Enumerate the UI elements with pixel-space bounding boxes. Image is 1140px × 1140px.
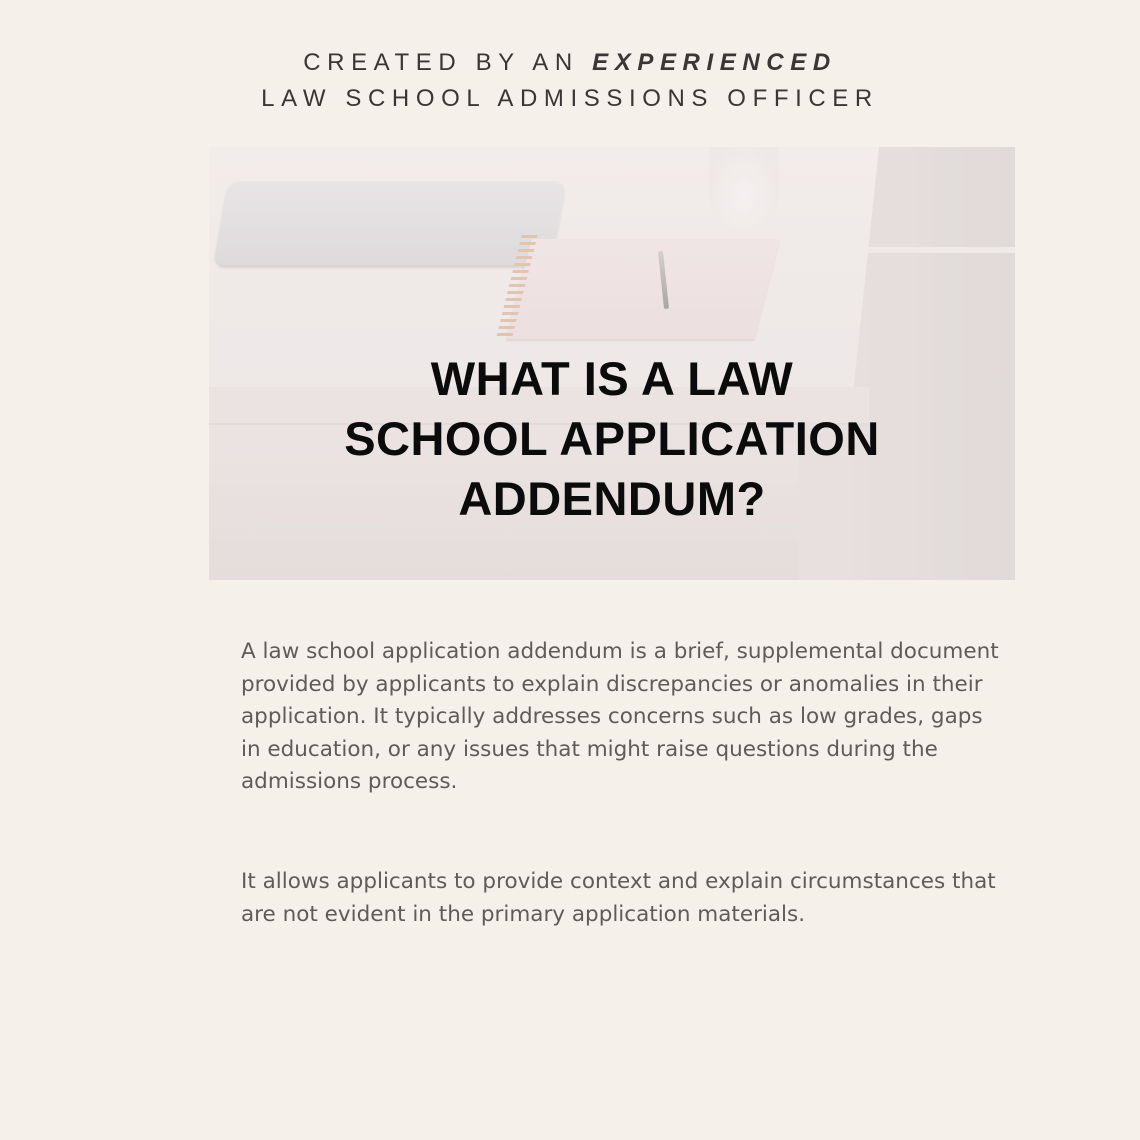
title-line-1: WHAT IS A LAW <box>430 352 794 405</box>
title-line-2: SCHOOL APPLICATION <box>344 412 880 465</box>
definition-paragraph: A law school application addendum is a brief, supplemental document provided by applicants to explain discrepancies or anomalies in their application. It typically addresses concerns such as low grades, gaps in education, or any issues that might raise questions during the admissions process. <box>241 639 999 794</box>
tagline-prefix: CREATED BY AN <box>303 49 579 76</box>
title-line-3: ADDENDUM? <box>458 472 766 525</box>
tagline-line-2: LAW SCHOOL ADMISSIONS OFFICER <box>261 85 879 112</box>
hero-banner <box>209 147 1015 580</box>
tagline-emphasis: EXPERIENCED <box>592 49 837 76</box>
purpose-paragraph: It allows applicants to provide context and explain circumstances that are not evident in the primary application materials. <box>241 869 996 927</box>
tagline-line-1 <box>0 46 1140 80</box>
page-title <box>209 349 1015 529</box>
